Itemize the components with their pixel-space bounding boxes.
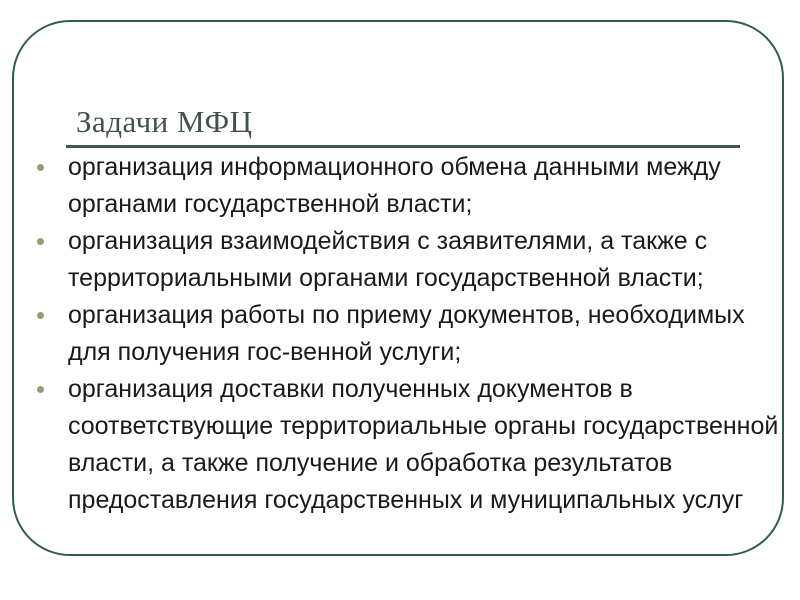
title-underline (66, 145, 740, 148)
bullet-item (36, 149, 784, 223)
bullet-text: организация доставки полученных документов в соответствующие территориальные органы государственной власти, а также получение и обработка результатов предоставления государственных и муниципальных услуг (68, 375, 779, 514)
bullet-dot-icon (37, 386, 44, 393)
bullet-text: организация работы по приему документов, необходимых для получения гос-венной услуги; (68, 301, 745, 366)
bullet-item (36, 297, 784, 371)
slide-title: Задачи МФЦ (76, 104, 253, 139)
bullet-dot-icon (37, 238, 44, 245)
bullet-item (36, 371, 784, 519)
bullet-item (36, 223, 784, 297)
bullet-dot-icon (37, 312, 44, 319)
bullet-list (36, 149, 784, 519)
bullet-text: организация информационного обмена данными между органами государственной власти; (68, 153, 721, 218)
bullet-dot-icon (37, 164, 44, 171)
bullet-text: организация взаимодействия с заявителями, а также с территориальными органами государственной власти; (68, 227, 708, 292)
